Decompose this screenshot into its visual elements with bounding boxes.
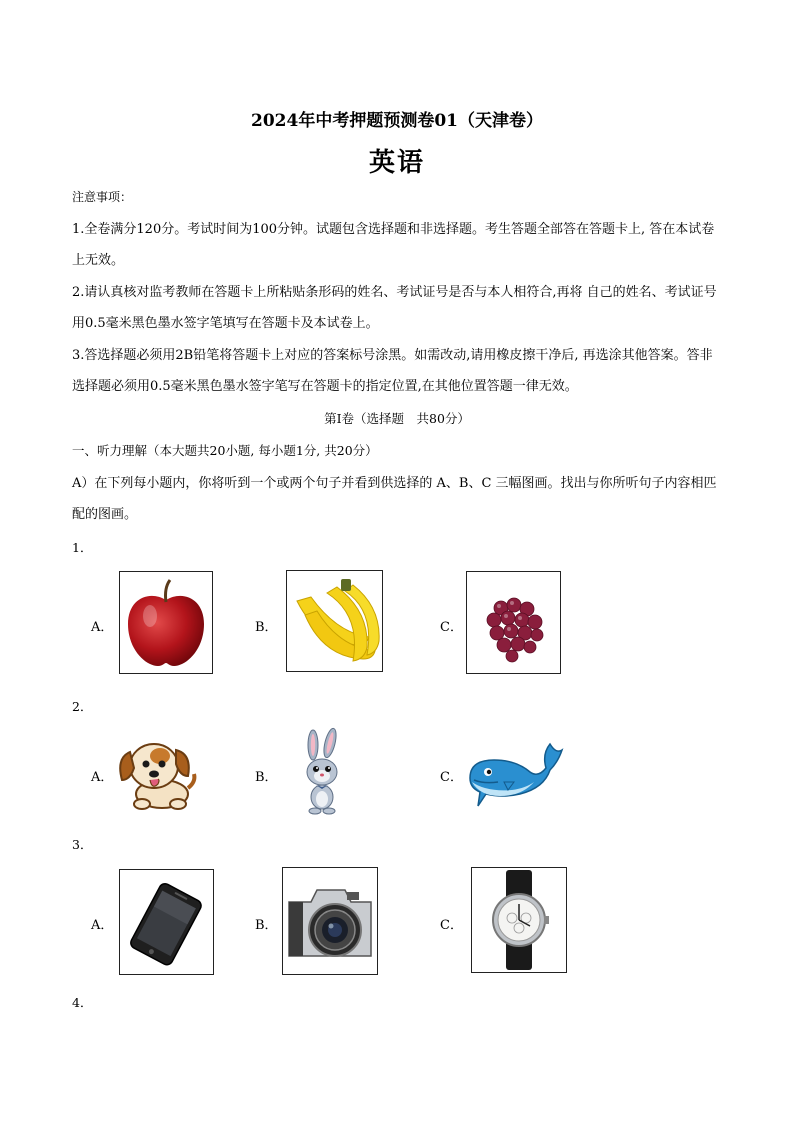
option-label: B． <box>255 770 278 785</box>
option-label: C． <box>440 770 463 785</box>
part-instruction: A）在下列每小题内，你将听到一个或两个句子并看到供选择的 A、B、C 三幅图画。找出与你所听句子内容相匹配的图画。 <box>72 476 717 522</box>
subject-title: 英语 <box>368 148 425 178</box>
watch-image <box>471 867 567 973</box>
banana-image <box>286 570 383 672</box>
question-number: 4． <box>72 995 93 1010</box>
question-number: 2． <box>72 699 93 714</box>
option-label: A． <box>91 620 114 635</box>
part-heading: 一、听力理解（本大题共20小题, 每小题1分, 共20分） <box>72 443 378 458</box>
notice-item-1: 1.全卷满分120分。考试时间为100分钟。试题包含选择题和非选择题。考生答题全部答在答题卡上, 答在本试卷上无效。 <box>72 222 715 268</box>
notice-item-2: 2.请认真核对监考教师在答题卡上所粘贴条形码的姓名、考试证号是否与本人相符合,再将 自己的姓名、考试证号用0.5毫米黑色墨水签字笔填写在答题卡及本试卷上。 <box>72 285 717 331</box>
apple-icon <box>120 572 212 673</box>
question-number: 3． <box>72 837 93 852</box>
option-label: C． <box>440 918 463 933</box>
grapes-image <box>466 571 561 674</box>
question-number: 1． <box>72 540 93 555</box>
camera-image <box>282 867 378 975</box>
rabbit-icon <box>298 727 346 815</box>
option-label: B． <box>255 620 278 635</box>
grapes-icon <box>467 572 560 673</box>
phone-image <box>119 869 214 975</box>
notice-item-3: 3.答选择题必须用2B铅笔将答题卡上对应的答案标号涂黑。如需改动,请用橡皮擦干净后, 再选涂其他答案。答非选择题必须用0.5毫米黑色墨水签字笔写在答题卡的指定位置,在其他位置答题一律无效。 <box>72 348 713 394</box>
whale-icon <box>464 738 564 810</box>
option-label: B． <box>255 918 278 933</box>
option-label: A． <box>91 918 114 933</box>
dog-image <box>116 732 200 812</box>
option-label: A． <box>91 770 114 785</box>
option-label: C． <box>440 620 463 635</box>
apple-image <box>119 571 213 674</box>
phone-icon <box>120 870 213 974</box>
whale-image <box>464 738 564 810</box>
dog-icon <box>116 732 200 812</box>
banana-icon <box>287 571 382 671</box>
section-title: 第I卷（选择题 共80分） <box>324 411 470 426</box>
camera-icon <box>283 868 377 974</box>
watch-icon <box>472 868 566 972</box>
rabbit-image <box>298 727 346 815</box>
notice-heading: 注意事项： <box>72 190 133 204</box>
exam-title: 2024年中考押题预测卷01（天津卷） <box>251 111 543 131</box>
